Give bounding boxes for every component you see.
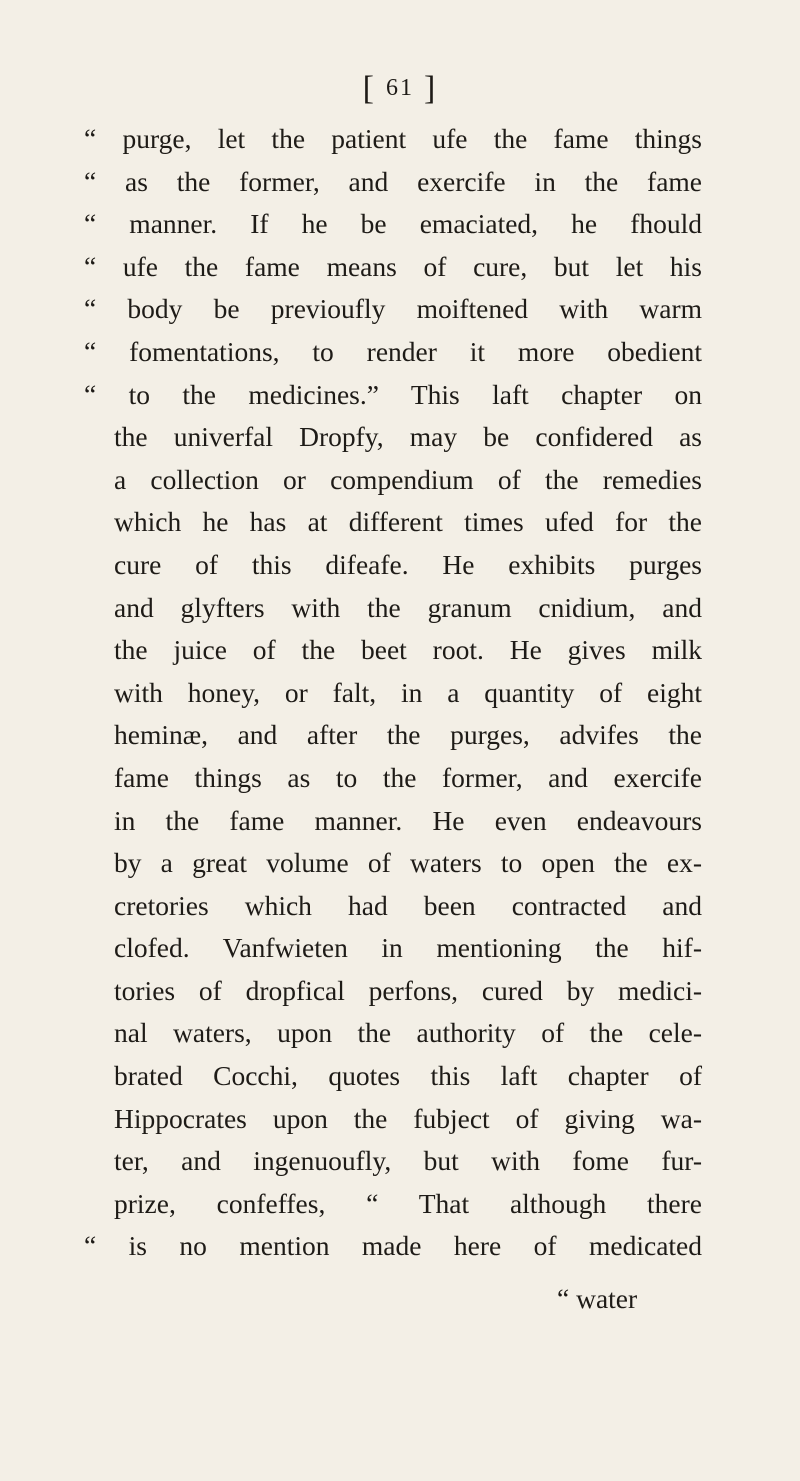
text-line: by a great volume of waters to open the ex-	[114, 847, 702, 879]
text-line: fame things as to the former, and exercife	[114, 761, 702, 793]
text-line: a collection or compendium of the remedies	[114, 463, 702, 495]
header-bracket-open: [	[362, 70, 376, 107]
text-line: nal waters, upon the authority of the cele-	[114, 1017, 702, 1049]
text-line: “ ufe the fame means of cure, but let his	[84, 250, 702, 282]
page-number: 61	[386, 75, 414, 101]
text-line: the univerfal Dropfy, may be confidered as	[114, 421, 702, 453]
text-line: “ to the medicines.” This laft chapter on	[84, 378, 702, 410]
text-line: prize, confeffes, “ That although there	[114, 1187, 702, 1219]
text-line: in the fame manner. He even endeavours	[114, 804, 702, 836]
text-line: ter, and ingenuoufly, but with fome fur-	[114, 1145, 702, 1177]
body-text	[84, 118, 702, 1268]
text-line: “ fomentations, to render it more obedient	[84, 335, 702, 367]
text-line: which he has at different times ufed for the	[114, 506, 702, 538]
header-bracket-close: ]	[424, 70, 438, 107]
text-line: heminæ, and after the purges, advifes the	[114, 719, 702, 751]
text-line: “ is no mention made here of medicated	[84, 1230, 702, 1262]
text-line: cretories which had been contracted and	[114, 889, 702, 921]
text-line: “ as the former, and exercife in the fame	[84, 165, 702, 197]
text-line: Hippocrates upon the fubject of giving wa-	[114, 1102, 702, 1134]
page-header	[0, 70, 800, 108]
text-line: and glyfters with the granum cnidium, and	[114, 591, 702, 623]
text-line: tories of dropfical perfons, cured by medici-	[114, 974, 702, 1006]
text-line: with honey, or falt, in a quantity of eight	[114, 676, 702, 708]
text-line: “ purge, let the patient ufe the fame things	[84, 123, 702, 154]
text-line: “ manner. If he be emaciated, he fhould	[84, 208, 702, 240]
text-line: “ body be previoufly moiftened with warm	[84, 293, 702, 325]
text-line: the juice of the beet root. He gives milk	[114, 634, 702, 666]
text-line: brated Cocchi, quotes this laft chapter of	[114, 1060, 702, 1092]
text-line: cure of this difeafe. He exhibits purges	[114, 548, 702, 580]
catchword: “ water	[557, 1283, 638, 1314]
text-line: clofed. Vanfwieten in mentioning the hif-	[114, 932, 702, 964]
